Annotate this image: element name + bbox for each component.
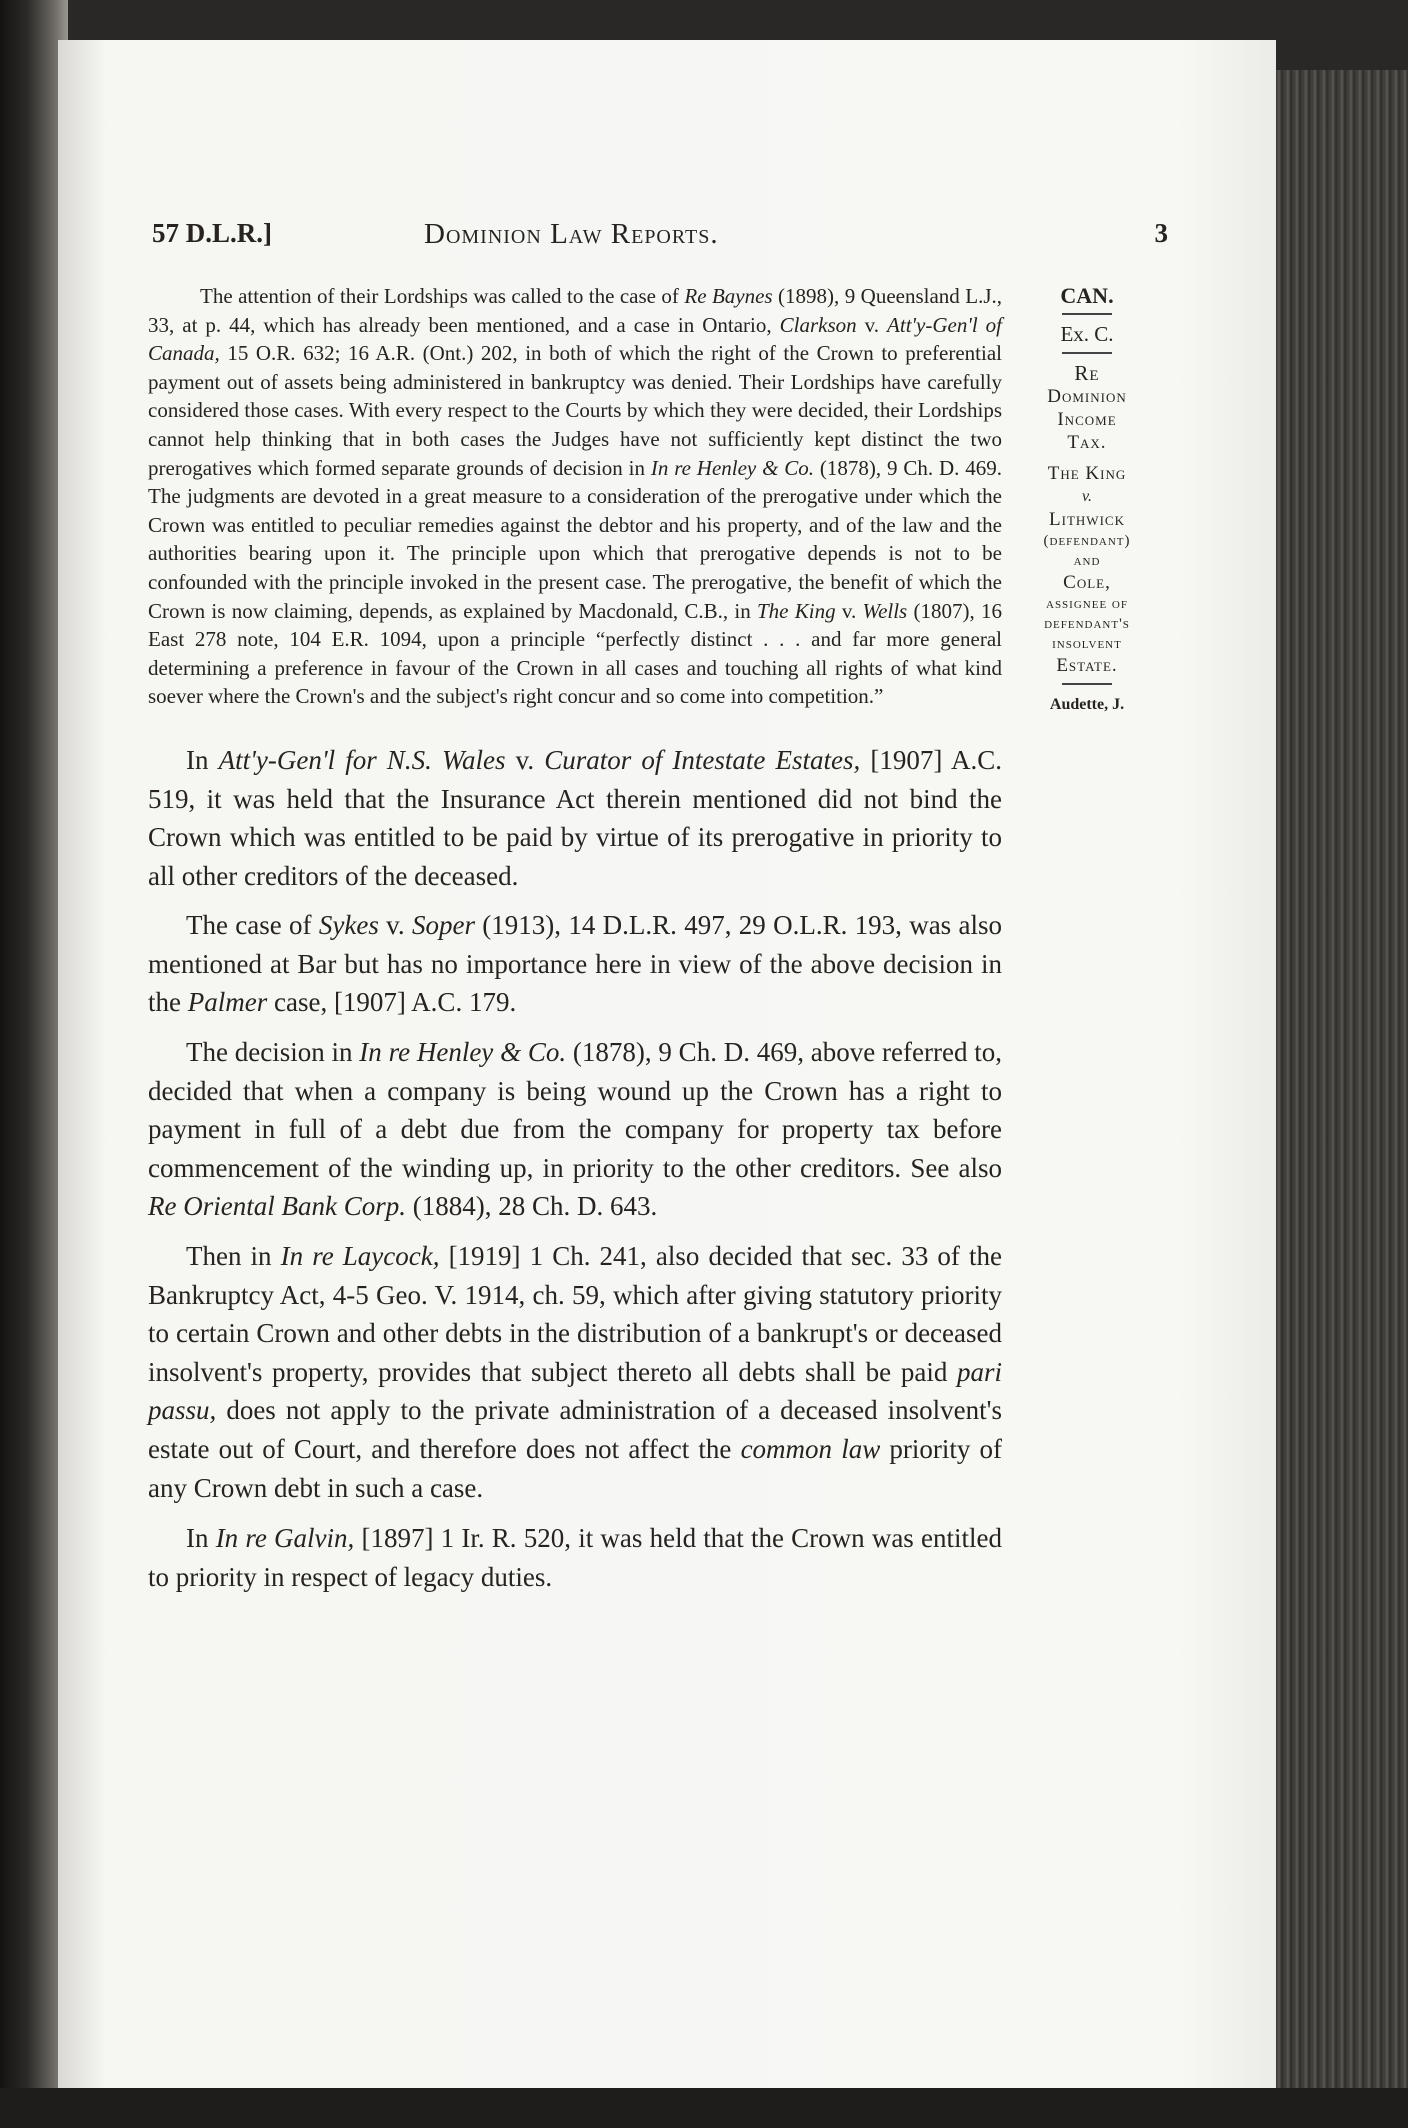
margin-divider [1062, 352, 1112, 354]
margin-case-tax: Tax. [1067, 432, 1107, 453]
book-page-edges [1276, 70, 1408, 2128]
margin-divider [1062, 683, 1112, 685]
margin-case-dominion: Dominion [1047, 386, 1127, 407]
margin-parties-v: v. [1082, 488, 1092, 505]
main-text-column [148, 282, 1002, 1596]
volume-reference: 57 D.L.R.] [152, 218, 272, 248]
body-paragraph-5: In In re Galvin, [1897] 1 Ir. R. 520, it was held that the Crown was entitled to priority in respect of legacy duties. [148, 1523, 1002, 1592]
quoted-judgment-paragraph: The attention of their Lordships was called to the case of Re Baynes (1898), 9 Queensland L.J., 33, at p. 44, which has already been mentioned, and a case in Ontario, Clarkson v. Att'y-Gen'l of Canada, 15 O.R. 632; 16 A.R. (Ont.) 202, in both of which the right of the Crown to preferential payment out of assets being administered in bankruptcy was denied. Their Lordships have carefully considered those cases. With every respect to the Courts by which they were decided, their Lordships cannot help thinking that in both cases the Judges have not sufficiently kept distinct the two prerogatives which formed separate grounds of decision in In re Henley & Co. (1878), 9 Ch. D. 469. The judgments are devoted in a great measure to a consideration of the prerogative under which the Crown was entitled to peculiar remedies against the debtor and his property, and of the law and the authorities bearing upon it. The principle upon which that prerogative depends is not to be confounded with the principle invoked in the present case. The prerogative, the benefit of which the Crown is now claiming, depends, as explained by Macdonald, C.B., in The King v. Wells (1807), 16 East 278 note, 104 E.R. 1094, upon a principle “perfectly distinct . . . and far more general determining a preference in favour of the Crown in all cases and touching all rights of what kind soever where the Crown's and the subject's right concur and so come into competition.” [148, 284, 1002, 709]
report-title: Dominion Law Reports. [424, 218, 719, 250]
margin-parties-assignee: assignee of [1046, 596, 1128, 612]
body-paragraph-1: In Att'y-Gen'l for N.S. Wales v. Curator of Intestate Estates, [1907] A.C. 519, it was held that the Insurance Act therein mentioned did not bind the Crown which was entitled to be paid by virtue of its prerogative in priority to all other creditors of the deceased. [148, 744, 1002, 891]
margin-divider [1062, 313, 1112, 315]
margin-parties-cole: Cole, [1063, 572, 1111, 593]
margin-case-re: Re [1074, 361, 1100, 385]
running-head [152, 218, 1168, 252]
margin-note [1016, 284, 1158, 716]
margin-parties-defendant: (defendant) [1043, 533, 1131, 549]
margin-court: CAN. [1060, 283, 1114, 308]
bottom-shadow [0, 2088, 1408, 2128]
body-paragraph-4: Then in In re Laycock, [1919] 1 Ch. 241, also decided that sec. 33 of the Bankruptcy Act, 4-5 Geo. V. 1914, ch. 59, which after giving statutory priority to certain Crown and other debts in the distribution of a bankrupt's or deceased insolvent's property, provides that subject thereto all debts shall be paid pari passu, does not apply to the private administration of a deceased insolvent's estate out of Court, and therefore does not affect the common law priority of any Crown debt in such a case. [148, 1241, 1002, 1503]
page-number: 3 [1154, 218, 1168, 248]
margin-parties-king: The King [1047, 463, 1127, 484]
margin-parties-lithwick: Lithwick [1049, 509, 1125, 530]
margin-parties-insolvent: insolvent [1052, 636, 1122, 652]
margin-division: Ex. C. [1060, 322, 1114, 346]
body-paragraph-3: The decision in In re Henley & Co. (1878), 9 Ch. D. 469, above referred to, decided that when a company is being wound up the Crown has a right to payment in full of a debt due from the company for property tax before commencement of the winding up, in priority to the other creditors. See also Re Oriental Bank Corp. (1884), 28 Ch. D. 643. [148, 1037, 1002, 1222]
margin-parties-estate: Estate. [1056, 655, 1118, 676]
margin-judge: Audette, J. [1049, 696, 1125, 713]
body-paragraph-2: The case of Sykes v. Soper (1913), 14 D.L.R. 497, 29 O.L.R. 193, was also mentioned at Bar but has no importance here in view of the above decision in the Palmer case, [1907] A.C. 179. [148, 910, 1002, 1018]
margin-parties-and: and [1073, 553, 1101, 569]
margin-case-income: Income [1057, 409, 1117, 430]
margin-parties-defendants: defendant's [1044, 616, 1130, 632]
